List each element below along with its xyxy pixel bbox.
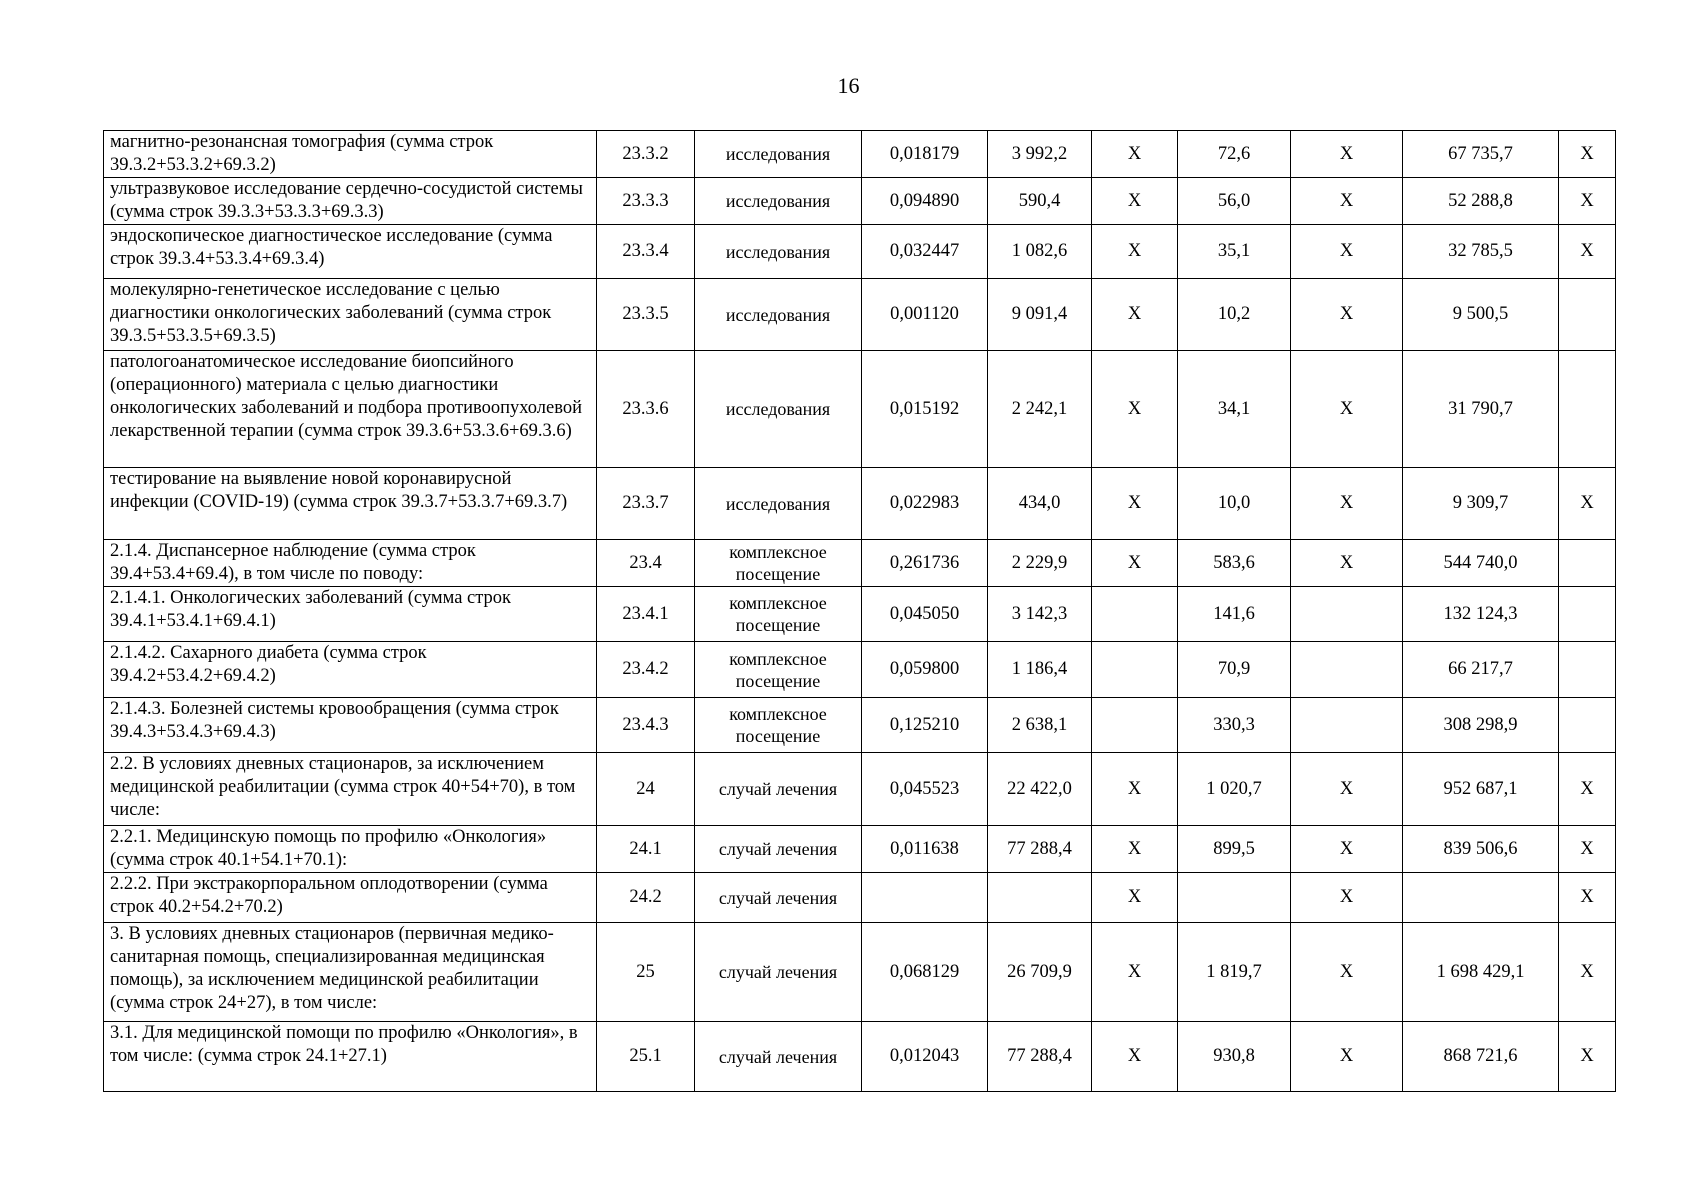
row-name-cell: ультразвуковое исследование сердечно-сосудистой системы (сумма строк 39.3.3+53.3.3+69.3.3) (104, 178, 597, 225)
row-name-cell: магнитно-резонансная томография (сумма строк 39.3.2+53.3.2+69.3.2) (104, 131, 597, 178)
page-number: 16 (837, 73, 860, 98)
row-col8-cell: X (1291, 468, 1403, 540)
row-col6-cell: X (1092, 351, 1178, 468)
row-col10-cell: X (1559, 826, 1616, 873)
row-norm-cell: 0,015192 (862, 351, 988, 468)
row-col6-cell: X (1092, 131, 1178, 178)
row-total-cell: 66 217,7 (1403, 642, 1559, 698)
row-code-cell: 23.4 (597, 540, 695, 587)
table-row (104, 923, 1616, 1022)
row-total-cell: 308 298,9 (1403, 698, 1559, 753)
row-col8-cell: X (1291, 923, 1403, 1022)
row-col10-cell: X (1559, 753, 1616, 826)
table-body (104, 131, 1616, 1092)
row-norm-cell: 0,012043 (862, 1022, 988, 1092)
row-code-cell: 23.4.2 (597, 642, 695, 698)
row-total-cell: 67 735,7 (1403, 131, 1559, 178)
row-col10-cell: X (1559, 1022, 1616, 1092)
row-code-cell: 23.3.3 (597, 178, 695, 225)
row-code-cell: 25 (597, 923, 695, 1022)
row-col6-cell: X (1092, 826, 1178, 873)
row-name-cell: 2.1.4. Диспансерное наблюдение (сумма строк 39.4+53.4+69.4), в том числе по поводу: (104, 540, 597, 587)
row-col7-cell: 899,5 (1178, 826, 1291, 873)
row-norm-cell: 0,068129 (862, 923, 988, 1022)
row-unit-cell: комплексное посещение (695, 540, 862, 587)
row-code-cell: 23.3.7 (597, 468, 695, 540)
row-col8-cell: X (1291, 753, 1403, 826)
row-code-cell: 23.4.1 (597, 587, 695, 642)
row-col8-cell: X (1291, 873, 1403, 923)
row-col7-cell: 141,6 (1178, 587, 1291, 642)
row-norm-cell: 0,001120 (862, 279, 988, 351)
row-col6-cell: X (1092, 225, 1178, 279)
table-row (104, 468, 1616, 540)
row-norm-cell: 0,032447 (862, 225, 988, 279)
row-cost-cell: 2 229,9 (988, 540, 1092, 587)
row-name-cell: 2.1.4.3. Болезней системы кровообращения (сумма строк 39.4.3+53.4.3+69.4.3) (104, 698, 597, 753)
row-col7-cell: 330,3 (1178, 698, 1291, 753)
row-code-cell: 24.2 (597, 873, 695, 923)
row-name-cell: тестирование на выявление новой коронавирусной инфекции (COVID-19) (сумма строк 39.3.7+53.3.7+69.3.7) (104, 468, 597, 540)
row-col10-cell (1559, 698, 1616, 753)
row-col8-cell (1291, 698, 1403, 753)
row-norm-cell: 0,094890 (862, 178, 988, 225)
table-row (104, 587, 1616, 642)
row-col6-cell (1092, 587, 1178, 642)
row-col7-cell: 72,6 (1178, 131, 1291, 178)
table-row (104, 753, 1616, 826)
row-name-cell: патологоанатомическое исследование биопсийного (операционного) материала с целью диагностики онкологических заболеваний и подбора противоопухолевой лекарственной терапии (сумма строк 39.3.6+53.3.6+69.3.6) (104, 351, 597, 468)
row-col10-cell (1559, 540, 1616, 587)
row-col7-cell (1178, 873, 1291, 923)
row-total-cell: 839 506,6 (1403, 826, 1559, 873)
row-cost-cell: 434,0 (988, 468, 1092, 540)
row-col6-cell: X (1092, 540, 1178, 587)
row-col8-cell: X (1291, 540, 1403, 587)
row-code-cell: 24.1 (597, 826, 695, 873)
row-col6-cell: X (1092, 873, 1178, 923)
table-row (104, 1022, 1616, 1092)
row-cost-cell: 1 186,4 (988, 642, 1092, 698)
row-col8-cell: X (1291, 225, 1403, 279)
row-code-cell: 23.3.5 (597, 279, 695, 351)
row-unit-cell: комплексное посещение (695, 698, 862, 753)
table-row (104, 351, 1616, 468)
row-col8-cell: X (1291, 131, 1403, 178)
row-col7-cell: 35,1 (1178, 225, 1291, 279)
row-norm-cell: 0,022983 (862, 468, 988, 540)
row-unit-cell: исследования (695, 468, 862, 540)
row-norm-cell: 0,059800 (862, 642, 988, 698)
row-total-cell: 132 124,3 (1403, 587, 1559, 642)
row-col7-cell: 10,2 (1178, 279, 1291, 351)
row-total-cell (1403, 873, 1559, 923)
row-total-cell: 9 309,7 (1403, 468, 1559, 540)
row-name-cell: 2.1.4.2. Сахарного диабета (сумма строк 39.4.2+53.4.2+69.4.2) (104, 642, 597, 698)
table-row (104, 279, 1616, 351)
row-col7-cell: 34,1 (1178, 351, 1291, 468)
row-code-cell: 23.3.4 (597, 225, 695, 279)
row-col7-cell: 930,8 (1178, 1022, 1291, 1092)
row-total-cell: 52 288,8 (1403, 178, 1559, 225)
row-norm-cell: 0,018179 (862, 131, 988, 178)
row-unit-cell: исследования (695, 225, 862, 279)
row-norm-cell (862, 873, 988, 923)
row-norm-cell: 0,011638 (862, 826, 988, 873)
row-total-cell: 32 785,5 (1403, 225, 1559, 279)
row-col8-cell: X (1291, 351, 1403, 468)
row-code-cell: 24 (597, 753, 695, 826)
row-col7-cell: 1 819,7 (1178, 923, 1291, 1022)
row-norm-cell: 0,261736 (862, 540, 988, 587)
row-unit-cell: исследования (695, 178, 862, 225)
row-col10-cell: X (1559, 873, 1616, 923)
row-col6-cell (1092, 698, 1178, 753)
row-col7-cell: 583,6 (1178, 540, 1291, 587)
row-col7-cell: 70,9 (1178, 642, 1291, 698)
row-unit-cell: комплексное посещение (695, 587, 862, 642)
row-cost-cell: 2 638,1 (988, 698, 1092, 753)
table-row (104, 642, 1616, 698)
row-col8-cell: X (1291, 279, 1403, 351)
table-row (104, 540, 1616, 587)
row-cost-cell: 77 288,4 (988, 826, 1092, 873)
row-name-cell: 2.2.1. Медицинскую помощь по профилю «Онкология» (сумма строк 40.1+54.1+70.1): (104, 826, 597, 873)
row-cost-cell: 22 422,0 (988, 753, 1092, 826)
row-col7-cell: 1 020,7 (1178, 753, 1291, 826)
row-col10-cell (1559, 587, 1616, 642)
row-unit-cell: случай лечения (695, 1022, 862, 1092)
table-row (104, 873, 1616, 923)
table-row (104, 826, 1616, 873)
row-col10-cell (1559, 279, 1616, 351)
row-col7-cell: 10,0 (1178, 468, 1291, 540)
row-total-cell: 952 687,1 (1403, 753, 1559, 826)
row-col7-cell: 56,0 (1178, 178, 1291, 225)
row-col10-cell: X (1559, 131, 1616, 178)
row-col6-cell: X (1092, 279, 1178, 351)
row-cost-cell: 77 288,4 (988, 1022, 1092, 1092)
table-row (104, 225, 1616, 279)
row-norm-cell: 0,125210 (862, 698, 988, 753)
row-total-cell: 868 721,6 (1403, 1022, 1559, 1092)
row-name-cell: эндоскопическое диагностическое исследование (сумма строк 39.3.4+53.3.4+69.3.4) (104, 225, 597, 279)
row-total-cell: 544 740,0 (1403, 540, 1559, 587)
table-row (104, 698, 1616, 753)
row-total-cell: 31 790,7 (1403, 351, 1559, 468)
row-col6-cell: X (1092, 468, 1178, 540)
row-col6-cell: X (1092, 753, 1178, 826)
row-total-cell: 9 500,5 (1403, 279, 1559, 351)
row-unit-cell: исследования (695, 279, 862, 351)
row-name-cell: 2.2.2. При экстракорпоральном оплодотворении (сумма строк 40.2+54.2+70.2) (104, 873, 597, 923)
row-unit-cell: случай лечения (695, 753, 862, 826)
row-name-cell: 3.1. Для медицинской помощи по профилю «Онкология», в том числе: (сумма строк 24.1+27.1) (104, 1022, 597, 1092)
row-col8-cell: X (1291, 1022, 1403, 1092)
row-col10-cell: X (1559, 178, 1616, 225)
row-cost-cell: 9 091,4 (988, 279, 1092, 351)
row-col8-cell: X (1291, 178, 1403, 225)
row-code-cell: 23.3.6 (597, 351, 695, 468)
data-table (103, 130, 1616, 1092)
row-col6-cell (1092, 642, 1178, 698)
row-col10-cell: X (1559, 468, 1616, 540)
row-col10-cell: X (1559, 225, 1616, 279)
row-col6-cell: X (1092, 178, 1178, 225)
row-norm-cell: 0,045050 (862, 587, 988, 642)
row-unit-cell: комплексное посещение (695, 642, 862, 698)
row-name-cell: 3. В условиях дневных стационаров (первичная медико-санитарная помощь, специализированная медицинская помощь), за исключением медицинской реабилитации (сумма строк 24+27), в том числе: (104, 923, 597, 1022)
row-unit-cell: исследования (695, 351, 862, 468)
row-name-cell: 2.2. В условиях дневных стационаров, за исключением медицинской реабилитации (сумма строк 40+54+70), в том числе: (104, 753, 597, 826)
table-row (104, 178, 1616, 225)
row-code-cell: 23.4.3 (597, 698, 695, 753)
row-unit-cell: исследования (695, 131, 862, 178)
row-unit-cell: случай лечения (695, 873, 862, 923)
row-cost-cell: 1 082,6 (988, 225, 1092, 279)
row-col6-cell: X (1092, 923, 1178, 1022)
row-cost-cell: 3 142,3 (988, 587, 1092, 642)
row-unit-cell: случай лечения (695, 826, 862, 873)
row-cost-cell (988, 873, 1092, 923)
row-name-cell: молекулярно-генетическое исследование с целью диагностики онкологических заболеваний (сумма строк 39.3.5+53.3.5+69.3.5) (104, 279, 597, 351)
row-unit-cell: случай лечения (695, 923, 862, 1022)
row-col8-cell (1291, 642, 1403, 698)
row-cost-cell: 26 709,9 (988, 923, 1092, 1022)
row-cost-cell: 2 242,1 (988, 351, 1092, 468)
row-cost-cell: 3 992,2 (988, 131, 1092, 178)
row-col6-cell: X (1092, 1022, 1178, 1092)
row-col10-cell (1559, 351, 1616, 468)
row-cost-cell: 590,4 (988, 178, 1092, 225)
table-row (104, 131, 1616, 178)
row-name-cell: 2.1.4.1. Онкологических заболеваний (сумма строк 39.4.1+53.4.1+69.4.1) (104, 587, 597, 642)
row-code-cell: 23.3.2 (597, 131, 695, 178)
row-col10-cell (1559, 642, 1616, 698)
row-col10-cell: X (1559, 923, 1616, 1022)
row-norm-cell: 0,045523 (862, 753, 988, 826)
row-total-cell: 1 698 429,1 (1403, 923, 1559, 1022)
row-col8-cell (1291, 587, 1403, 642)
row-col8-cell: X (1291, 826, 1403, 873)
row-code-cell: 25.1 (597, 1022, 695, 1092)
